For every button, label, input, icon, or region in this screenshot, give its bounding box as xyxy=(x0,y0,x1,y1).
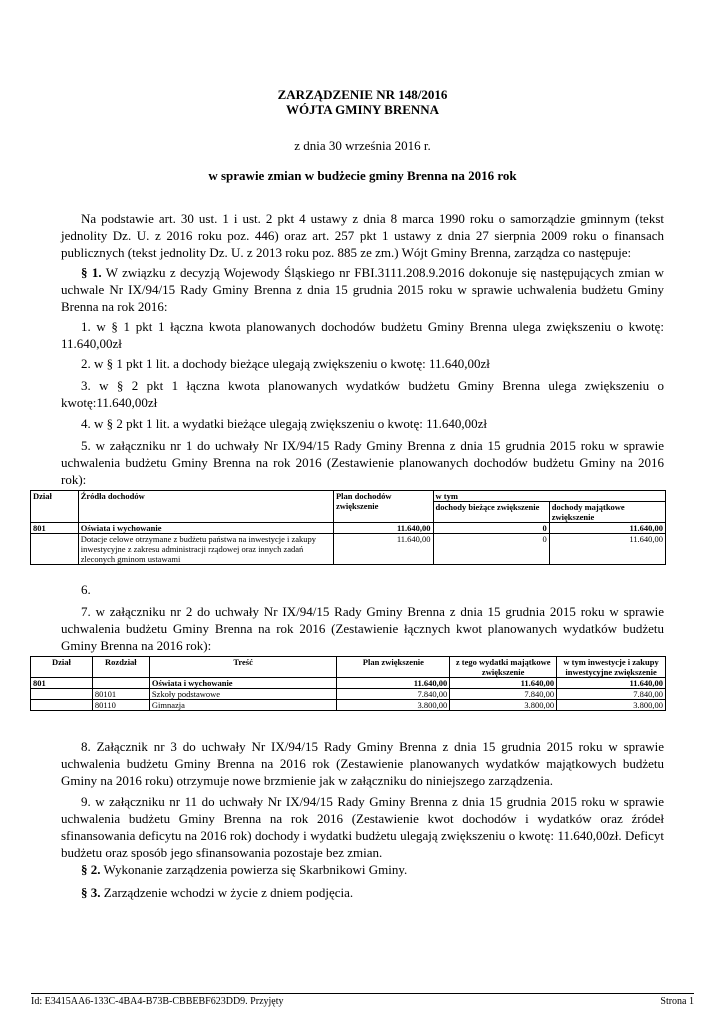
point-6: 6. xyxy=(81,582,91,597)
column-header-majatkowe: dochody majątkowe zwiększenie xyxy=(549,502,665,523)
cell-dzial: 801 xyxy=(31,678,93,689)
table-header-row xyxy=(31,657,666,678)
section-2-mark: § 2. xyxy=(81,862,101,877)
table-header-row xyxy=(31,491,666,502)
column-header-plan: Plan zwiększenie xyxy=(337,657,450,678)
column-header-wtym: w tym xyxy=(433,491,665,502)
section-2-text: Wykonanie zarządzenia powierza się Skarbnikowi Gminy. xyxy=(100,862,408,877)
cell-dzial: 801 xyxy=(31,523,79,534)
point-9: 9. w załączniku nr 11 do uchwały Nr IX/94/15 Rady Gminy Brenna z dnia 15 grudnia 2015 roku w sprawie uchwalenia budżetu Gminy Brenna na rok 2016 (Zestawienie kwot dochodów i wydatków oraz źródeł sfinansowania deficytu na 2016 rok) dochody i wydatki budżetu ulegają zwiększeniu o kwotę: 11.640,00zł. Deficyt budżetu oraz sposób jego sfinansowania pozostaje bez zmian. xyxy=(61,794,664,860)
document-issuer: WÓJTA GMINY BRENNA xyxy=(285,102,440,117)
column-header-biezace: dochody bieżące zwiększenie xyxy=(433,502,549,523)
column-header-plan: Plan dochodów zwiększenie xyxy=(333,491,433,523)
cell-dzial xyxy=(31,534,79,565)
cell-biezace: 0 xyxy=(433,534,549,565)
footer-divider xyxy=(31,993,694,994)
document-date: z dnia 30 września 2016 r. xyxy=(294,138,431,153)
footer-document-id: Id: E3415AA6-133C-4BA4-B73B-CBBEBF623DD9. Przyjęty xyxy=(31,996,284,1007)
column-header-dzial: Dział xyxy=(31,657,93,678)
point-4: 4. w § 2 pkt 1 lit. a wydatki bieżące ulegają zwiększeniu o kwotę: 11.640,00zł xyxy=(81,416,488,431)
cell-majatkowe: 11.640,00 xyxy=(549,523,665,534)
cell-plan: 11.640,00 xyxy=(333,523,433,534)
cell-rozdzial xyxy=(92,678,149,689)
point-2: 2. w § 1 pkt 1 lit. a dochody bieżące ulegają zwiększeniu o kwotę: 11.640,00zł xyxy=(81,356,490,371)
column-header-tresc: Treść xyxy=(149,657,337,678)
cell-tresc: Gimnazja xyxy=(149,700,337,711)
cell-plan: 11.640,00 xyxy=(337,678,450,689)
section-2-paragraph xyxy=(61,861,664,878)
intro-paragraph: Na podstawie art. 30 ust. 1 i ust. 2 pkt 4 ustawy z dnia 8 marca 1990 roku o samorządzie gminnym (tekst jednolity Dz. U. z 2016 roku poz. 446) oraz art. 257 pkt 1 ustawy z dnia 27 sierpnia 2009 roku o finansach publicznych (tekst jednolity Dz. U. z 2013 roku poz. 885 ze zm.) Wójt Gminy Brenna, zarządza co następuje: xyxy=(61,211,664,260)
section-3-text: Zarządzenie wchodzi w życie z dniem podjęcia. xyxy=(100,885,354,900)
cell-zrodla: Oświata i wychowanie xyxy=(78,523,333,534)
cell-inwestycje: 11.640,00 xyxy=(557,678,666,689)
document-title: ZARZĄDZENIE NR 148/2016 xyxy=(277,87,448,102)
cell-biezace: 0 xyxy=(433,523,549,534)
section-1-paragraph xyxy=(61,264,664,315)
cell-inwestycje: 3.800,00 xyxy=(557,700,666,711)
cell-rozdzial: 80110 xyxy=(92,700,149,711)
cell-dzial xyxy=(31,689,93,700)
cell-inwestycje: 7.840,00 xyxy=(557,689,666,700)
point-7: 7. w załączniku nr 2 do uchwały Nr IX/94/15 Rady Gminy Brenna z dnia 15 grudnia 2015 roku w sprawie uchwalenia budżetu Gminy Brenna na rok 2016 (Zestawienie łącznych kwot planowanych wydatków budżetu Gminy Brenna na 2016 rok): xyxy=(61,604,664,653)
cell-zrodla: Dotacje celowe otrzymane z budżetu państwa na inwestycje i zakupy inwestycyjne z zakresu administracji rządowej oraz innych zadań zleconych gminom ustawami xyxy=(78,534,333,565)
cell-majatkowe: 11.640,00 xyxy=(450,678,557,689)
table-row xyxy=(31,523,666,534)
footer-page-number: Strona 1 xyxy=(660,996,694,1007)
cell-plan: 3.800,00 xyxy=(337,700,450,711)
point-1: 1. w § 1 pkt 1 łączna kwota planowanych dochodów budżetu Gminy Brenna ulega zwiększeniu o kwotę: 11.640,00zł xyxy=(61,319,664,351)
cell-tresc: Szkoły podstawowe xyxy=(149,689,337,700)
column-header-rozdzial: Rozdział xyxy=(92,657,149,678)
cell-majatkowe: 3.800,00 xyxy=(450,700,557,711)
column-header-zrodla: Źródła dochodów xyxy=(78,491,333,523)
point-8: 8. Załącznik nr 3 do uchwały Nr IX/94/15 Rady Gminy Brenna z dnia 15 grudnia 2015 roku w sprawie uchwalenia budżetu Gminy Brenna na 2016 rok (Zestawienie planowanych wydatków majątkowych budżetu Gminy na 2016 roku) otrzymuje nowe brzmienie jak w załączniku do niniejszego zarządzenia. xyxy=(61,739,664,788)
table-row xyxy=(31,700,666,711)
cell-plan: 11.640,00 xyxy=(333,534,433,565)
point-3: 3. w § 2 pkt 1 łączna kwota planowanych wydatków budżetu Gminy Brenna ulega zwiększeniu o kwotę:11.640,00zł xyxy=(61,378,664,410)
cell-majatkowe: 7.840,00 xyxy=(450,689,557,700)
table-row xyxy=(31,689,666,700)
column-header-inwestycje: w tym inwestycje i zakupy inwestycyjne zwiększenie xyxy=(557,657,666,678)
column-header-majatkowe: z tego wydatki majątkowe zwiększenie xyxy=(450,657,557,678)
section-3-mark: § 3. xyxy=(81,885,101,900)
table-row xyxy=(31,534,666,565)
cell-dzial xyxy=(31,700,93,711)
cell-tresc: Oświata i wychowanie xyxy=(149,678,337,689)
section-3-paragraph xyxy=(61,884,664,901)
cell-plan: 7.840,00 xyxy=(337,689,450,700)
expenditure-table xyxy=(30,656,666,711)
cell-majatkowe: 11.640,00 xyxy=(549,534,665,565)
section-1-text: W związku z decyzją Wojewody Śląskiego nr FBI.3111.208.9.2016 dokonuje się następujących zmian w uchwale Nr IX/94/15 Rady Gminy Brenna z dnia 15 grudnia 2015 roku w sprawie uchwalenia budżetu Gminy Brenna na rok 2016: xyxy=(61,265,665,314)
table-row xyxy=(31,678,666,689)
section-1-mark: § 1. xyxy=(81,265,102,280)
point-5: 5. w załączniku nr 1 do uchwały Nr IX/94/15 Rady Gminy Brenna z dnia 15 grudnia 2015 roku w sprawie uchwalenia budżetu Gminy Brenna na rok 2016 (Zestawienie planowanych dochodów budżetu Gminy na 2016 rok): xyxy=(61,438,664,487)
income-table xyxy=(30,490,666,565)
document-subject: w sprawie zmian w budżecie gminy Brenna na 2016 rok xyxy=(208,168,517,183)
cell-rozdzial: 80101 xyxy=(92,689,149,700)
column-header-dzial: Dział xyxy=(31,491,79,523)
